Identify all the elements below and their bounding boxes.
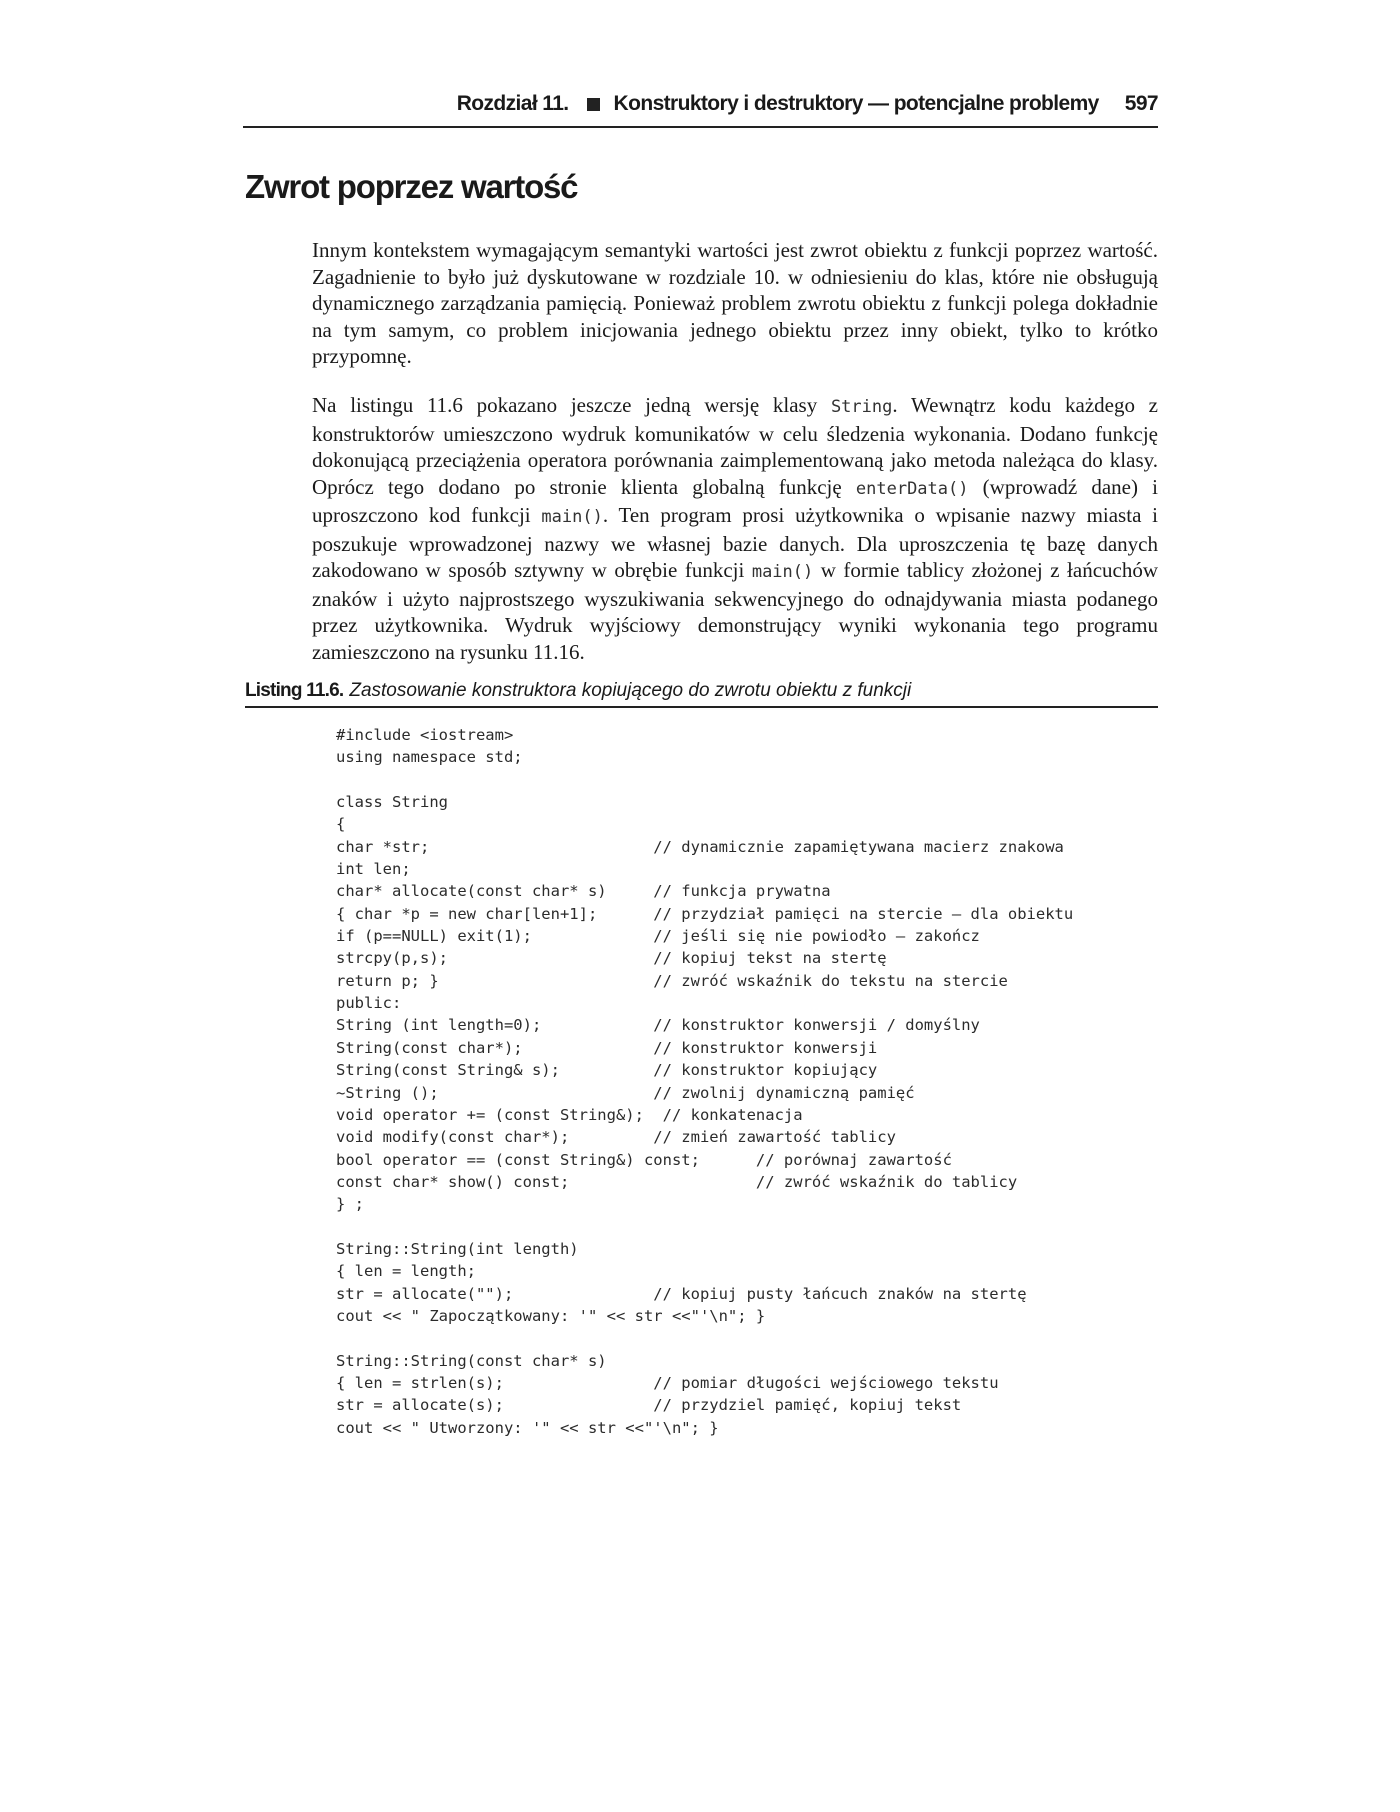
- code-line: str = allocate(""); // kopiuj pusty łańcuch znaków na stertę: [336, 1284, 1027, 1303]
- code-line: bool operator == (const String&) const; // porównaj zawartość: [336, 1150, 952, 1169]
- code-line: { char *p = new char[len+1]; // przydział pamięci na stercie — dla obiektu: [336, 904, 1074, 923]
- paragraph-text: . Ten program prosi użytkownika o wpisanie nazwy miasta i poszukuje wprowadzonej nazwy we własnej bazie danych. Dla uproszczenia tę bazę danych zakodowano w sposób sztywny w obrębie funkcji: [312, 503, 1158, 582]
- code-line: void operator += (const String&); // konkatenacja: [336, 1105, 803, 1124]
- inline-code: enterData(): [855, 478, 969, 499]
- code-line: [336, 1327, 1073, 1349]
- inline-code: main(): [541, 507, 603, 527]
- chapter-label: Rozdział 11.: [456, 92, 569, 115]
- code-line: } ;: [336, 1195, 364, 1214]
- paragraph-listing-description: [312, 392, 1158, 665]
- code-line: class String: [336, 793, 448, 812]
- page-number: 597: [1124, 92, 1158, 115]
- paragraph-intro: Innym kontekstem wymagającym semantyki wartości jest zwrot obiektu z funkcji poprzez wartość. Zagadnienie to było już dyskutowane w rozdziale 10. w odniesieniu do klas, które nie obsługują dynamicznego zarządzania pamięcią. Ponieważ problem zwrotu obiektu z funkcji polega dokładnie na tym samym, co problem inicjowania jednego obiektu przez inny obiekt, tylko to krótko przypomnę.: [312, 238, 1158, 368]
- code-line: String (int length=0); // konstruktor konwersji / domyślny: [336, 1016, 980, 1035]
- code-line: strcpy(p,s); // kopiuj tekst na stertę: [336, 949, 887, 968]
- code-line: #include <iostream>: [336, 726, 514, 744]
- code-line: {: [336, 815, 346, 834]
- code-line: str = allocate(s); // przydziel pamięć, kopiuj tekst: [336, 1396, 962, 1415]
- code-line: char* allocate(const char* s) // funkcja prywatna: [336, 882, 831, 901]
- code-line: { len = strlen(s); // pomiar długości wejściowego tekstu: [336, 1373, 999, 1392]
- listing-label: Listing 11.6.: [245, 680, 344, 701]
- code-line: return p; } // zwróć wskaźnik do tekstu na stercie: [336, 971, 1008, 990]
- code-line: cout << " Utworzony: '" << str <<"'\n"; }: [336, 1418, 719, 1437]
- code-line: using namespace std;: [336, 748, 523, 767]
- code-line: { len = length;: [336, 1262, 476, 1281]
- code-line: [336, 1216, 1073, 1238]
- code-line: if (p==NULL) exit(1); // jeśli się nie powiodło — zakończ: [336, 927, 980, 946]
- listing-title: Zastosowanie konstruktora kopiującego do zwrotu obiektu z funkcji: [349, 680, 912, 701]
- code-line: int len;: [336, 860, 411, 879]
- chapter-title: Konstruktory i destruktory — potencjalne problemy: [613, 92, 1099, 115]
- square-bullet-icon: [587, 98, 600, 111]
- code-line: const char* show() const; // zwróć wskaźnik do tablicy: [336, 1172, 1018, 1191]
- code-line: [336, 769, 1073, 791]
- code-line: cout << " Zapoczątkowany: '" << str <<"'\n"; }: [336, 1306, 766, 1325]
- code-line: String::String(const char* s): [336, 1351, 607, 1370]
- code-line: String(const char*); // konstruktor konwersji: [336, 1038, 878, 1057]
- paragraph-text: (wprowadź dane) i uproszczono kod funkcji: [312, 474, 1158, 527]
- code-line: char *str; // dynamicznie zapamiętywana macierz znakowa: [336, 837, 1064, 856]
- code-line: ~String (); // zwolnij dynamiczną pamięć: [336, 1083, 915, 1102]
- inline-code: main(): [751, 562, 814, 582]
- code-listing: [336, 724, 1073, 1439]
- listing-caption: [245, 680, 1158, 708]
- inline-code: String: [830, 397, 893, 417]
- code-line: String::String(int length): [336, 1239, 579, 1258]
- paragraph-text: Na listingu 11.6 pokazano jeszcze jedną wersję klasy: [312, 393, 831, 417]
- code-line: void modify(const char*); // zmień zawartość tablicy: [336, 1128, 896, 1147]
- paragraph-text: . Wewnątrz kodu każdego z konstruktorów umieszczono wydruk komunikatów w celu śledzenia wykonania. Dodano funkcję dokonującą przeciążenia operatora porównania zaimplementowaną jako metoda należąca do klasy. Oprócz tego dodano po stronie klienta globalną funkcję: [312, 393, 1158, 499]
- code-line: String(const String& s); // konstruktor kopiujący: [336, 1061, 878, 1080]
- running-header-text: [457, 92, 1099, 116]
- section-title: Zwrot poprzez wartość: [245, 168, 578, 205]
- code-line: public:: [336, 994, 402, 1013]
- running-header: [243, 92, 1158, 128]
- paragraph-text: w formie tablicy złożonej z łańcuchów znaków i użyto najprostszego wyszukiwania sekwencyjnego do odnajdywania miasta podanego przez użytkownika. Wydruk wyjściowy demonstrujący wyniki wykonania tego programu zamieszczono na rysunku 11.16.: [312, 558, 1159, 664]
